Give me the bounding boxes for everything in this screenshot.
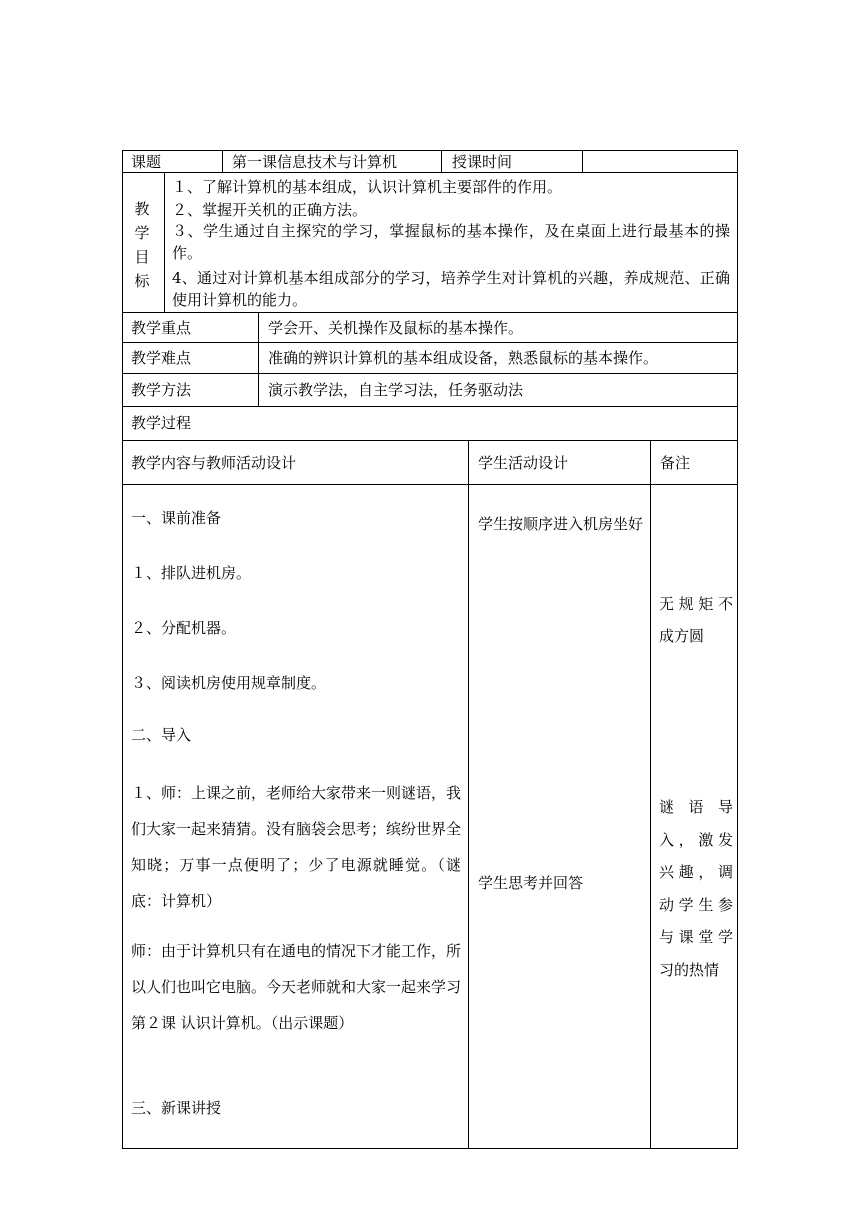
topic-value: 第一课信息技术与计算机 (232, 153, 398, 171)
objectives-label-1: 教 (134, 200, 150, 218)
methods-label: 教学方法 (131, 381, 192, 399)
objective-item-1: １、了解计算机的基本组成，认识计算机主要部件的作用。 (172, 178, 563, 196)
content-riddle-paragraph: １、师：上课之前，老师给大家带来一则谜语，我们大家一起来猜猜。没有脑袋会思考；缤纷世界全知晓；万事一点便明了；少了电源就睡觉。（谜底：计算机） (131, 784, 462, 910)
objective-item-3: ３、学生通过自主探究的学习，掌握鼠标的基本操作，及在桌面上进行最基本的操作。 (172, 222, 730, 262)
content-teacher-paragraph: 师：由于计算机只有在通电的情况下才能工作，所以人们也叫它电脑。今天老师就和大家一起来学习第２课 认识计算机。（出示课题） (131, 942, 462, 1032)
key-points-value: 学会开、关机操作及鼠标的基本操作。 (268, 319, 524, 337)
content-step-2: ２、分配机器。 (131, 619, 237, 637)
objectives-label-2: 学 (134, 224, 150, 242)
time-label: 授课时间 (452, 153, 513, 171)
content-step-1: １、排队进机房。 (131, 564, 252, 582)
section-heading-intro: 二、导入 (131, 726, 192, 744)
content-column-header: 教学内容与教师活动设计 (131, 454, 297, 472)
notes-column-header: 备注 (660, 454, 691, 472)
difficulties-label: 教学难点 (131, 349, 192, 367)
key-points-label: 教学重点 (131, 319, 192, 337)
methods-value: 演示教学法，自主学习法，任务驱动法 (268, 381, 524, 399)
student-column-header: 学生活动设计 (478, 454, 569, 472)
note-2: 谜语导入，激发兴趣，调动学生参与课堂学习的热情 (659, 798, 733, 979)
student-activity-1: 学生按顺序进入机房坐好 (478, 515, 644, 533)
process-label: 教学过程 (131, 414, 192, 432)
section-heading-new-lesson: 三、新课讲授 (131, 1099, 222, 1117)
student-body-cell (468, 484, 651, 1149)
objectives-label-4: 标 (134, 272, 150, 290)
topic-label: 课题 (131, 153, 162, 171)
objective-item-4: 4、通过对计算机基本组成部分的学习，培养学生对计算机的兴趣，养成规范、正确使用计算机的能力。 (172, 269, 730, 309)
time-value-cell (582, 150, 738, 173)
objectives-label-3: 目 (134, 248, 150, 266)
objective-item-2: ２、掌握开关机的正确方法。 (172, 201, 368, 219)
note-1: 无规矩不成方圆 (659, 595, 733, 645)
process-label-cell (122, 406, 738, 441)
content-step-3: ３、阅读机房使用规章制度。 (131, 674, 327, 692)
difficulties-value: 准确的辨识计算机的基本组成设备，熟悉鼠标的基本操作。 (268, 349, 659, 367)
section-heading-prep: 一、课前准备 (131, 509, 222, 527)
student-activity-2: 学生思考并回答 (478, 874, 584, 892)
